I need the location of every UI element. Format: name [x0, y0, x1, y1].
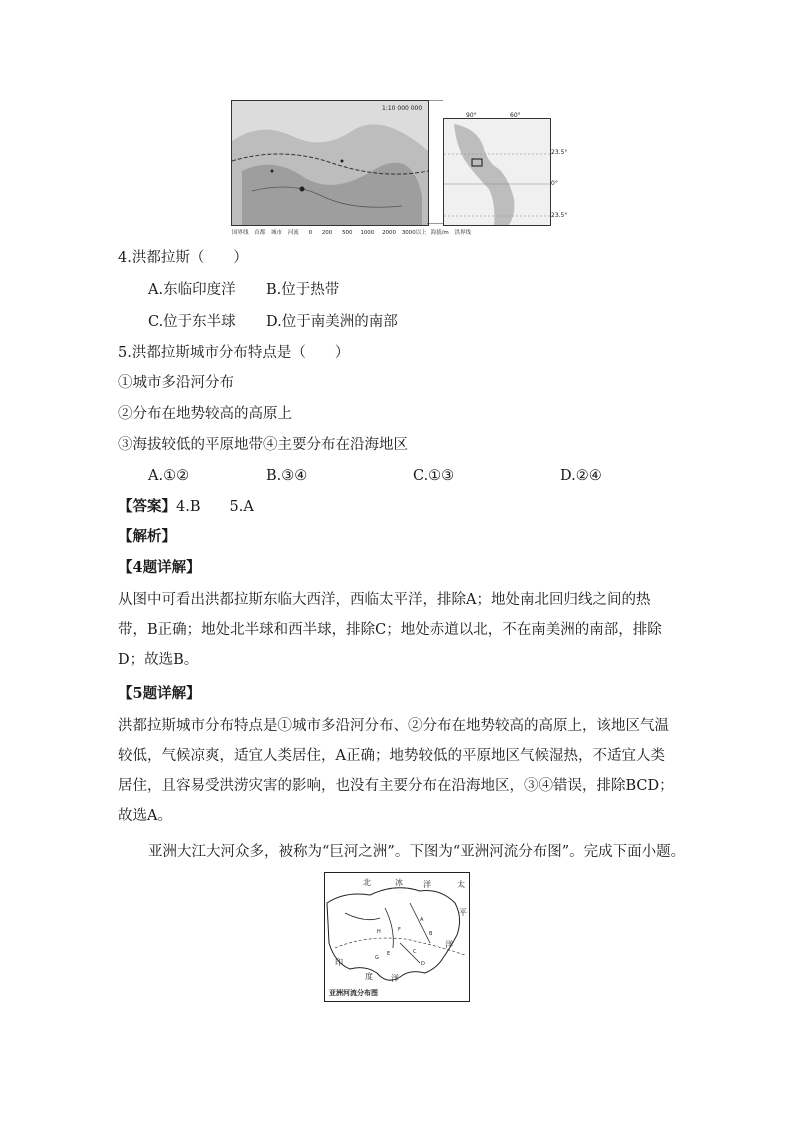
- legend-item: 0: [308, 230, 313, 236]
- answer-line: [118, 497, 254, 517]
- inset-lat-eq: 0°: [551, 180, 558, 187]
- map-label-yang2: 洋: [445, 940, 453, 949]
- legend-item: 海拔/m: [430, 230, 449, 236]
- legend-item: 500: [342, 230, 353, 236]
- map-letter: F: [398, 927, 401, 933]
- inset-map-graphic: [444, 119, 550, 225]
- asia-river-map: [324, 872, 470, 1002]
- q5-option-c: C.①③: [413, 468, 455, 484]
- q5-statement-1: ①城市多沿河分布: [118, 375, 234, 391]
- inset-lon-90: 90°: [466, 112, 477, 119]
- map-legend: [232, 228, 552, 238]
- q5-statement-3: ③海拔较低的平原地带④主要分布在沿海地区: [118, 437, 408, 453]
- honduras-map-graphic: [232, 101, 428, 225]
- q4-option-b: B.位于热带: [266, 282, 340, 298]
- q5-detail-label: 【5题详解】: [118, 685, 201, 702]
- answer-label: 【答案】: [118, 498, 176, 515]
- q5-option-a: A.①②: [148, 468, 190, 484]
- q5-option-d: D.②④: [560, 468, 602, 484]
- map-letter: B: [429, 931, 433, 937]
- map-letter: G: [375, 955, 379, 961]
- legend-item: 洪界线: [454, 230, 472, 236]
- map-label-yin: 印: [335, 958, 343, 967]
- map-label-tai: 太: [457, 880, 465, 889]
- q4-detail-label: 【4题详解】: [118, 559, 201, 576]
- honduras-map: [231, 100, 429, 226]
- map-label-du: 度: [365, 972, 373, 981]
- inset-map: [443, 118, 551, 226]
- q5-detail-text: 洪都拉斯城市分布特点是①城市多沿河分布、②分布在地势较高的高原上，该地区气温较低，气候凉爽，适宜人类居住，A正确；地势较低的平原地区气候湿热，不适宜人类居住，且容易受洪涝灾害的影响，也没有主要分布在沿海地区，③④错误，排除BCD；故选A。: [118, 718, 674, 824]
- q5-stem: 5.洪都拉斯城市分布特点是（ ）: [118, 345, 350, 361]
- inset-lon-60: 60°: [510, 112, 521, 119]
- map-letter: H: [377, 929, 381, 935]
- legend-item: 国界线: [232, 230, 249, 236]
- map-label-yang3: 洋: [391, 974, 399, 983]
- legend-item: 河流: [287, 230, 299, 236]
- map-letter: C: [413, 949, 417, 955]
- analysis-label: 【解析】: [118, 528, 176, 545]
- q4-stem: 4.洪都拉斯（ ）: [118, 250, 248, 266]
- map-label-bing: 冰: [395, 878, 403, 887]
- q4-option-c: C.位于东半球: [148, 314, 236, 330]
- answer-text: 4.B 5.A: [176, 499, 254, 515]
- legend-item: 城市: [271, 230, 283, 236]
- legend-item: 200: [321, 230, 333, 236]
- inset-lat-s: 23.5°: [551, 212, 568, 219]
- map-letter: E: [387, 951, 391, 957]
- map-label-north: 北: [363, 878, 371, 887]
- map-label-ping: 平: [459, 908, 467, 917]
- q4-option-d: D.位于南美洲的南部: [266, 314, 398, 330]
- legend-item: 1000: [360, 230, 375, 236]
- q5-statement-2: ②分布在地势较高的高原上: [118, 406, 292, 422]
- asia-river-map-graphic: [325, 873, 469, 1001]
- map-label-yang1: 洋: [423, 880, 431, 889]
- legend-item: 首都: [254, 230, 266, 236]
- map-letter: D: [421, 961, 425, 967]
- map-caption: 亚洲河流分布图: [329, 989, 378, 997]
- legend-item: 3000以上: [401, 230, 427, 236]
- intro-text: 亚洲大江大河众多，被称为“巨河之洲”。下图为“亚洲河流分布图”。完成下面小题。: [148, 844, 686, 860]
- map-letter: A: [420, 917, 424, 923]
- q5-option-b: B.③④: [266, 468, 308, 484]
- map-connector: [427, 100, 443, 224]
- q4-detail-text: 从图中可看出洪都拉斯东临大西洋，西临太平洋，排除A；地处南北回归线之间的热带，B正确；地处北半球和西半球，排除C；地处赤道以北，不在南美洲的南部，排除D；故选B。: [118, 592, 662, 668]
- inset-lat-n: 23.5°: [551, 149, 568, 156]
- q4-option-a: A.东临印度洋: [148, 282, 236, 298]
- map-scale: 1:10 000 000: [382, 105, 423, 112]
- legend-item: 2000: [382, 230, 397, 236]
